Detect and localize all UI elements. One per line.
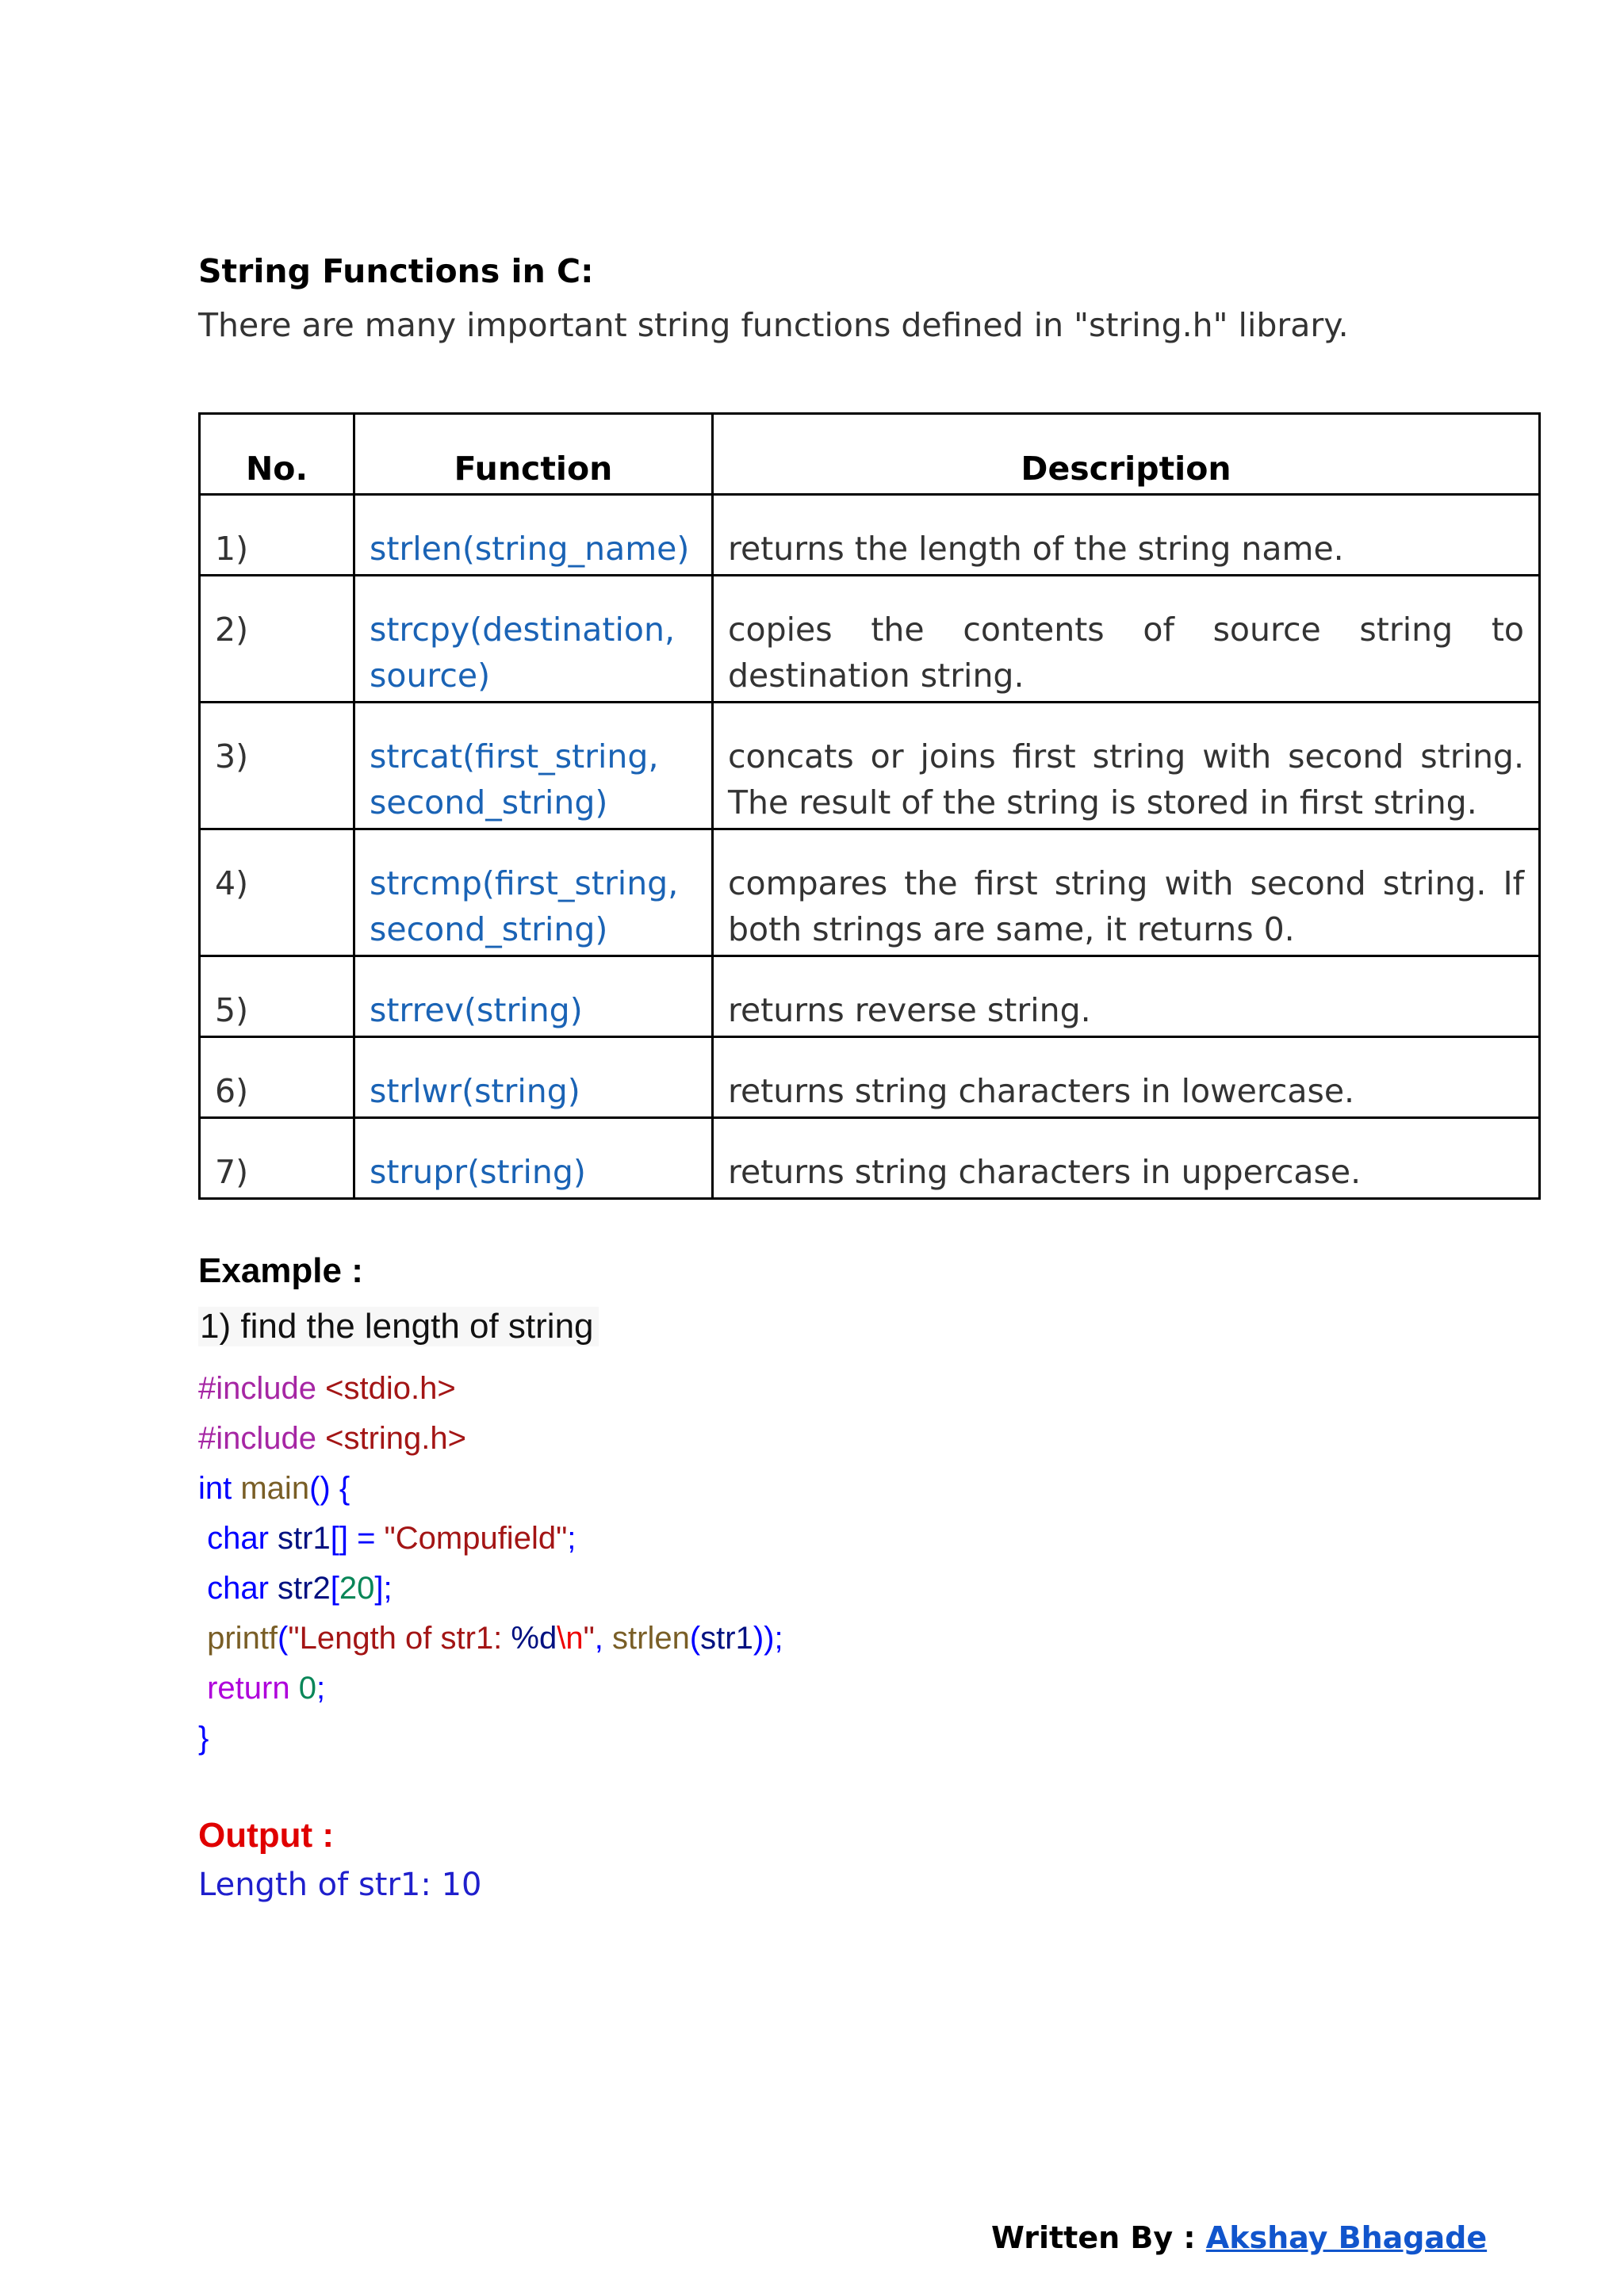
code-token: "Compufield" [384,1521,568,1556]
code-token: , [594,1621,613,1656]
code-token: ]; [374,1571,393,1606]
output-value: Length of str1: 10 [198,1867,482,1903]
function-name: strrev(string) [354,956,713,1037]
function-description: returns string characters in uppercase. [713,1118,1540,1199]
table-row [200,829,1540,956]
author-credit [991,2220,1487,2255]
output-heading: Output : [198,1816,335,1855]
code-token: 0 [298,1671,316,1706]
table-row [200,703,1540,829]
code-token: \n [557,1621,584,1656]
row-number: 7) [200,1118,354,1199]
code-token: int [198,1471,241,1506]
author-link[interactable]: Akshay Bhagade [1205,2220,1488,2255]
code-token: printf [198,1621,278,1656]
code-token: " [583,1621,595,1656]
code-token: () { [309,1471,350,1506]
row-number: 3) [200,703,354,829]
function-description: returns the length of the string name. [713,495,1540,576]
code-token: return [198,1671,299,1706]
code-line [198,1614,783,1664]
function-name: strlwr(string) [354,1037,713,1118]
function-description: returns reverse string. [713,956,1540,1037]
code-token: <string.h> [325,1421,467,1456]
code-token: ( [689,1621,701,1656]
table-row [200,495,1540,576]
header-description: Description [713,414,1540,495]
code-token: #include [198,1371,326,1406]
intro-text: There are many important string functions defined in "string.h" library. [198,306,1349,344]
code-token: str1 [278,1521,331,1556]
code-token: 20 [339,1571,375,1606]
row-number: 1) [200,495,354,576]
header-no: No. [200,414,354,495]
example-subtitle: 1) find the length of string [198,1307,599,1346]
code-token: <stdio.h> [325,1371,456,1406]
table-row [200,1118,1540,1199]
row-number: 2) [200,576,354,703]
code-token: strlen [612,1621,690,1656]
code-line [198,1464,783,1514]
code-token: %d [511,1621,557,1656]
example-heading: Example : [198,1251,363,1290]
code-token: str1 [700,1621,753,1656]
code-line [198,1714,783,1764]
function-name: strcpy(destination, source) [354,576,713,703]
row-number: 5) [200,956,354,1037]
code-token: [] = [330,1521,385,1556]
table-header-row [200,414,1540,495]
header-function: Function [354,414,713,495]
row-number: 4) [200,829,354,956]
table-row [200,956,1540,1037]
code-token: [ [330,1571,339,1606]
string-functions-table [198,412,1541,1200]
code-token: ; [316,1671,326,1706]
code-token: #include [198,1421,326,1456]
page-title: String Functions in C: [198,252,594,290]
function-description: compares the first string with second string. If both strings are same, it returns 0. [713,829,1540,956]
author-label: Written By : [991,2220,1206,2255]
code-line [198,1414,783,1464]
code-token: } [198,1721,209,1756]
code-line [198,1664,783,1714]
table-row [200,576,1540,703]
function-name: strupr(string) [354,1118,713,1199]
code-token: char [198,1571,278,1606]
table-row [200,1037,1540,1118]
code-token: str2 [278,1571,331,1606]
code-line [198,1564,783,1614]
code-token: ( [278,1621,289,1656]
function-description: returns string characters in lowercase. [713,1037,1540,1118]
function-description: copies the contents of source string to destination string. [713,576,1540,703]
code-token: "Length of str1: [288,1621,511,1656]
code-line [198,1364,783,1414]
code-block [198,1364,783,1764]
code-line [198,1514,783,1564]
function-description: concats or joins first string with second string. The result of the string is stored in first string. [713,703,1540,829]
function-name: strcat(first_string, second_string) [354,703,713,829]
code-token: )); [753,1621,783,1656]
code-token: main [240,1471,310,1506]
code-token: char [198,1521,278,1556]
code-token: ; [567,1521,576,1556]
function-name: strcmp(first_string, second_string) [354,829,713,956]
row-number: 6) [200,1037,354,1118]
function-name: strlen(string_name) [354,495,713,576]
